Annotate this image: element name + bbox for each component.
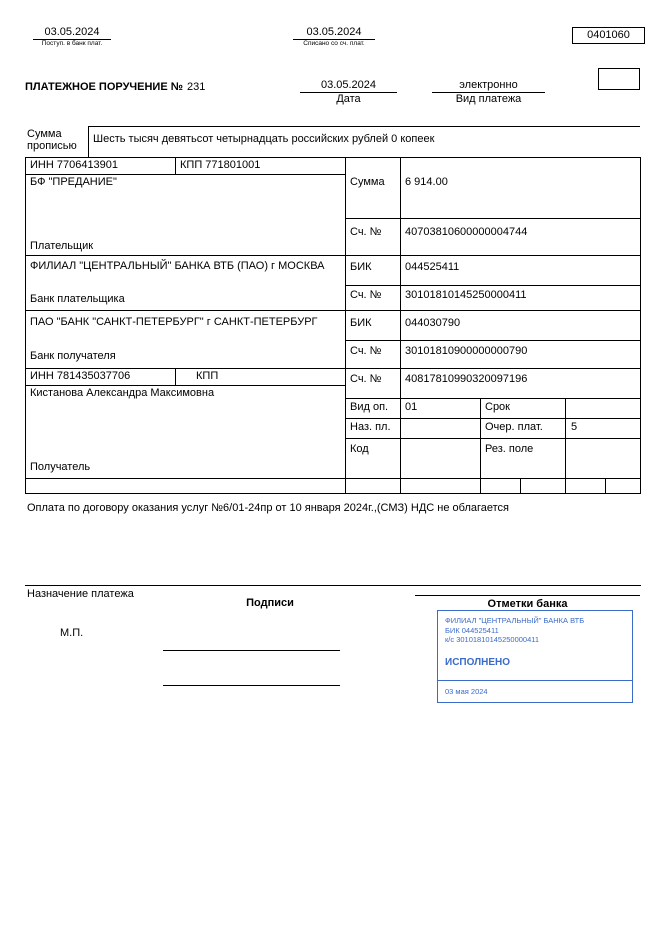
border-vline bbox=[640, 157, 641, 493]
border-hline bbox=[345, 340, 640, 341]
amount-value: 6 914.00 bbox=[405, 176, 448, 188]
date-received-caption: Поступ. в банк плат. bbox=[41, 40, 103, 47]
doc-date-block bbox=[300, 79, 397, 105]
payer-name: БФ "ПРЕДАНИЕ" bbox=[30, 176, 117, 188]
date-debited-block bbox=[293, 26, 375, 48]
payee-bank-bik-label: БИК bbox=[350, 317, 372, 329]
payee-bank-bik-value: 044030790 bbox=[405, 317, 461, 329]
payment-kind-value: электронно bbox=[432, 79, 545, 93]
signature-line bbox=[163, 685, 340, 686]
border-vline bbox=[25, 157, 26, 493]
stamp-place-label: М.П. bbox=[60, 627, 84, 639]
payer-bank-bik-label: БИК bbox=[350, 261, 372, 273]
payer-kpp: КПП 771801001 bbox=[180, 159, 261, 171]
payment-kind-block bbox=[432, 79, 545, 105]
border-hline bbox=[25, 255, 641, 256]
border-hline bbox=[25, 585, 641, 586]
document-number: 231 bbox=[186, 81, 206, 93]
payer-bank-bik-value: 044525411 bbox=[405, 261, 460, 273]
border-hline bbox=[25, 478, 641, 479]
date-debited-value: 03.05.2024 bbox=[293, 26, 375, 40]
stamp-date: 03 мая 2024 bbox=[445, 687, 488, 696]
border-hline bbox=[345, 398, 640, 399]
payee-kpp: КПП bbox=[196, 370, 219, 382]
op-kind-label: Вид оп. bbox=[350, 401, 389, 413]
term-label: Срок bbox=[485, 401, 510, 413]
payee-inn: ИНН 781435037706 bbox=[30, 370, 131, 382]
payee-bank-account-value: 30101810900000000790 bbox=[405, 345, 528, 357]
border-vline bbox=[520, 478, 521, 493]
border-hline bbox=[25, 310, 641, 311]
stamp-bank-name: ФИЛИАЛ "ЦЕНТРАЛЬНЫЙ" БАНКА ВТБ bbox=[445, 616, 585, 625]
border-hline bbox=[25, 368, 641, 369]
border-hline bbox=[345, 418, 640, 419]
signatures-label: Подписи bbox=[246, 597, 294, 609]
payer-bank-account-value: 30101810145250000411 bbox=[405, 289, 527, 301]
signature-line bbox=[163, 650, 340, 651]
border-vline bbox=[175, 368, 176, 385]
purpose-text: Оплата по договору оказания услуг №6/01-24пр от 10 января 2024г.,(СМЗ) НДС не облагается bbox=[27, 502, 510, 514]
payer-caption: Плательщик bbox=[30, 240, 94, 252]
op-kind-value: 01 bbox=[405, 401, 418, 413]
payee-bank-account-label: Сч. № bbox=[350, 345, 382, 357]
payer-account-label: Сч. № bbox=[350, 226, 382, 238]
border-hline bbox=[345, 285, 640, 286]
amount-words-text: Шесть тысяч девятьсот четырнадцать российских рублей 0 копеек bbox=[93, 133, 435, 145]
border-hline bbox=[25, 493, 641, 494]
border-hline bbox=[25, 385, 345, 386]
amount-label: Сумма bbox=[350, 176, 385, 188]
payee-bank-name: ПАО "БАНК "САНКТ-ПЕТЕРБУРГ" г САНКТ-ПЕТЕРБУРГ bbox=[30, 316, 318, 328]
border-hline bbox=[415, 595, 640, 596]
border-hline bbox=[88, 126, 640, 127]
bank-marks-label: Отметки банка bbox=[487, 598, 568, 610]
date-received-value: 03.05.2024 bbox=[33, 26, 111, 40]
doc-date-caption: Дата bbox=[336, 93, 361, 105]
payer-inn: ИНН 7706413901 bbox=[30, 159, 119, 171]
border-hline bbox=[345, 438, 640, 439]
reserve-field-label: Рез. поле bbox=[485, 443, 534, 455]
document-title-label: ПЛАТЕЖНОЕ ПОРУЧЕНИЕ № bbox=[25, 81, 183, 93]
date-received-block bbox=[33, 26, 111, 48]
payee-account-value: 40817810990320097196 bbox=[405, 373, 528, 385]
payee-caption: Получатель bbox=[30, 461, 91, 473]
payment-kind-caption: Вид платежа bbox=[455, 93, 522, 105]
payer-bank-name: ФИЛИАЛ "ЦЕНТРАЛЬНЫЙ" БАНКА ВТБ (ПАО) г МОСКВА bbox=[30, 260, 325, 272]
border-hline bbox=[345, 218, 640, 219]
stamp-status: ИСПОЛНЕНО bbox=[445, 656, 511, 668]
border-hline bbox=[25, 174, 345, 175]
stamp-corr-account: к/с 30101810145250000411 bbox=[445, 635, 540, 644]
border-hline bbox=[25, 157, 641, 158]
date-debited-caption: Списано со сч. плат. bbox=[303, 40, 365, 47]
payee-bank-caption: Банк получателя bbox=[30, 350, 116, 362]
border-vline bbox=[175, 157, 176, 174]
bank-stamp bbox=[437, 610, 633, 703]
stamp-bik: БИК 044525411 bbox=[445, 625, 499, 635]
payer-bank-account-label: Сч. № bbox=[350, 289, 382, 301]
border-vline bbox=[605, 478, 606, 493]
purpose-caption: Назначение платежа bbox=[27, 588, 134, 600]
priority-label: Очер. плат. bbox=[485, 421, 543, 433]
payee-account-label: Сч. № bbox=[350, 373, 382, 385]
form-code-box: 0401060 bbox=[572, 27, 645, 44]
border-vline bbox=[400, 157, 401, 493]
priority-value: 5 bbox=[571, 421, 578, 433]
doc-date-value: 03.05.2024 bbox=[300, 79, 397, 93]
border-vline bbox=[88, 126, 89, 157]
payer-bank-caption: Банк плательщика bbox=[30, 293, 125, 305]
document-title bbox=[25, 81, 205, 93]
border-vline bbox=[345, 157, 346, 493]
payee-name: Кистанова Александра Максимовна bbox=[30, 387, 215, 399]
payer-account-value: 40703810600000004744 bbox=[405, 226, 528, 238]
purpose-code-label: Наз. пл. bbox=[350, 421, 391, 433]
code-label: Код bbox=[350, 443, 369, 455]
payment-kind-code-box bbox=[598, 68, 640, 90]
stamp-divider-line bbox=[438, 680, 632, 681]
amount-words-label: Сумма прописью bbox=[27, 128, 77, 152]
